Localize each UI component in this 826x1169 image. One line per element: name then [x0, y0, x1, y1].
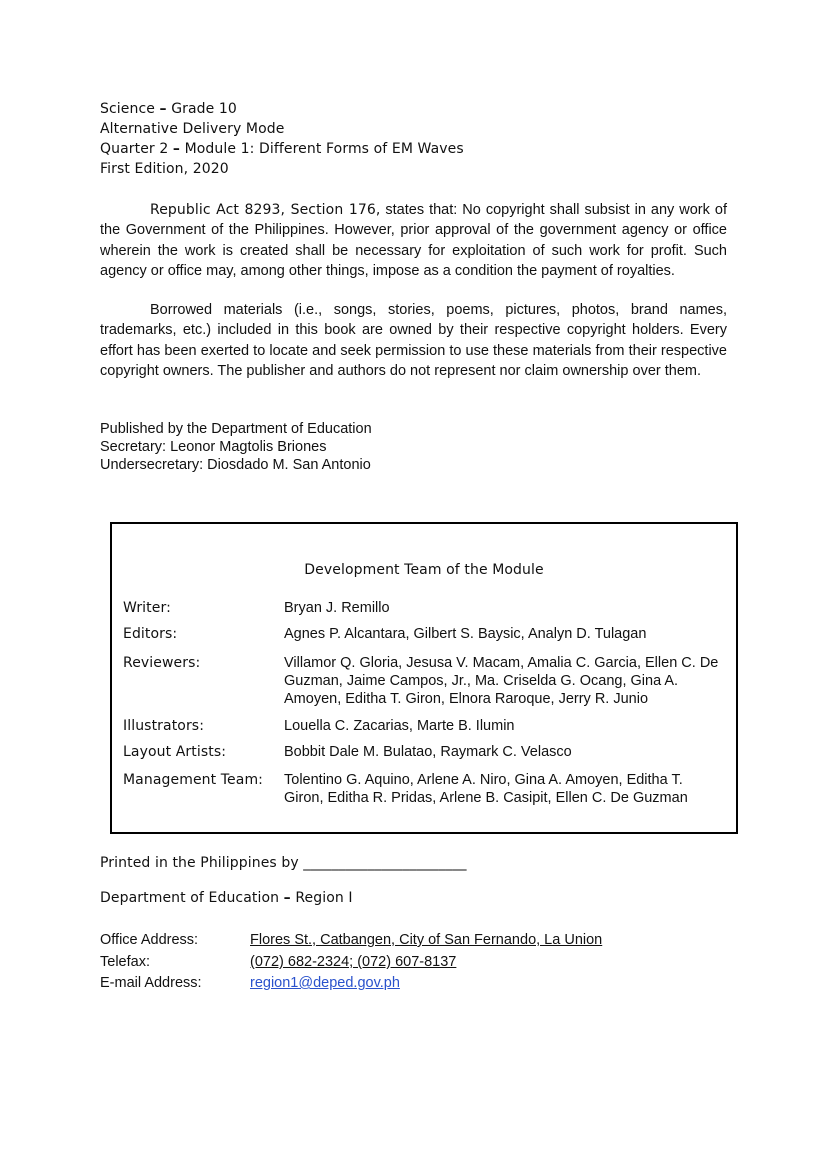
email-link[interactable]: region1@deped.gov.ph — [250, 975, 400, 991]
region-line: Department of Education – Region I — [100, 890, 353, 906]
team-role: Management Team: — [123, 772, 263, 788]
team-names: Tolentino G. Aquino, Arlene A. Niro, Gina A. Amoyen, Editha T. Giron, Editha R. Pridas, Arlene B. Casipit, Ellen C. De Guzman — [284, 772, 688, 806]
secretary-line: Secretary: Leonor Magtolis Briones — [100, 439, 327, 455]
team-role: Layout Artists: — [123, 744, 227, 760]
team-names: Bryan J. Remillo — [284, 600, 390, 616]
republic-act-reference: Republic Act 8293, Section 176, — [150, 202, 381, 218]
development-team-title: Development Team of the Module — [304, 562, 544, 578]
telefax-label: Telefax: — [100, 954, 150, 970]
team-names: Agnes P. Alcantara, Gilbert S. Baysic, Analyn D. Tulagan — [284, 626, 647, 642]
printed-by-line: Printed in the Philippines by _______________________ — [100, 855, 467, 871]
office-address-value: Flores St., Catbangen, City of San Fernando, La Union — [250, 932, 603, 948]
team-role: Illustrators: — [123, 718, 205, 734]
team-names: Louella C. Zacarias, Marte B. Ilumin — [284, 718, 515, 734]
telefax-value: (072) 682-2324; (072) 607-8137 — [250, 954, 457, 970]
team-role: Reviewers: — [123, 655, 201, 671]
publisher-line: Published by the Department of Education — [100, 421, 372, 437]
header-module-line: Quarter 2 – Module 1: Different Forms of EM Waves — [100, 141, 464, 157]
copyright-paragraph: Republic Act 8293, Section 176, states that: No copyright shall subsist in any work of the Government of the Philippines. However, prior approval of the government agency or office wherein the work is created shall be necessary for exploitation of such work for profit. Such agency or office may, among other things, impose as a condition the payment of royalties. — [100, 202, 727, 280]
undersecretary-line: Undersecretary: Diosdado M. San Antonio — [100, 457, 371, 473]
header-delivery-mode: Alternative Delivery Mode — [100, 121, 285, 137]
publisher-info — [100, 420, 372, 474]
office-address-label: Office Address: — [100, 932, 199, 948]
header-subject-line: Science – Grade 10 — [100, 101, 237, 117]
borrowed-materials-paragraph: Borrowed materials (i.e., songs, stories, poems, pictures, photos, brand names, trademarks, etc.) included in this book are owned by their respective copyright holders. Every effort has been exerted to locate and seek permission to use these materials from their respective copyright owners. The publisher and authors do not represent nor claim ownership over them. — [100, 302, 727, 380]
header-edition: First Edition, 2020 — [100, 161, 229, 177]
team-role: Writer: — [123, 600, 171, 616]
team-names: Villamor Q. Gloria, Jesusa V. Macam, Amalia C. Garcia, Ellen C. De Guzman, Jaime Campos, Jr., Ma. Criselda G. Ocang, Gina A. Amoyen, Editha T. Giron, Elnora Raroque, Jerry R. Junio — [284, 655, 719, 707]
team-role: Editors: — [123, 626, 178, 642]
module-header — [100, 99, 464, 179]
email-label: E-mail Address: — [100, 975, 202, 991]
development-team-box — [110, 522, 738, 834]
team-names: Bobbit Dale M. Bulatao, Raymark C. Velasco — [284, 744, 572, 760]
